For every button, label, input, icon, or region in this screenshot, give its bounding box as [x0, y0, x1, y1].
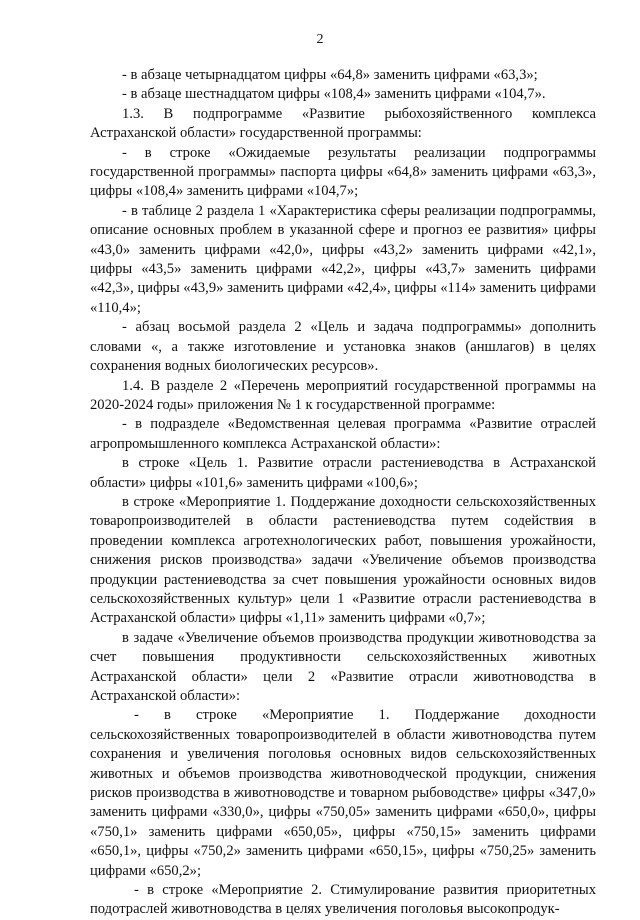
paragraph-7: 1.4. В разделе 2 «Перечень мероприятий государственной программы на 2020-2024 годы» приложения № 1 к государственной программе: — [90, 377, 596, 413]
paragraph-12: - в строке «Мероприятие 1. Поддержание доходности сельскохозяйственных товаропроизводителей в области животноводства путем сохранения и увеличения поголовья основных видов сельскохозяйственных животных и объемов производства животноводческой продукции, снижения рисков производства в животноводстве и товарном рыбоводстве» цифры «347,0» заменить цифрами «330,0», цифры «750,05» заменить цифрами «650,0», цифры «750,1» заменить цифрами «650,05», цифры «750,15» заменить цифрами «650,1», цифры «750,2» заменить цифрами «650,15», цифры «750,25» заменить цифрами «650,2»; — [90, 707, 596, 879]
paragraph-2: - в абзаце шестнадцатом цифры «108,4» заменить цифрами «104,7». — [122, 86, 546, 103]
paragraph-1: - в абзаце четырнадцатом цифры «64,8» заменить цифрами «63,3»; — [122, 67, 538, 83]
paragraph-10: в строке «Мероприятие 1. Поддержание доходности сельскохозяйственных товаропроизводителей в области растениеводства путем содействия в проведении комплекса агротехнологических работ, повышения урожайности, снижения рисков производства» задачи «Увеличение объемов производства продукции растениеводства за счет повышения урожайности основных видов сельскохозяйственных культур» цели 1 «Развитие отрасли растениеводства в Астраханской области» цифры «1,11» заменить цифрами «0,7»; — [90, 493, 596, 627]
paragraph-6: - абзац восьмой раздела 2 «Цель и задача подпрограммы» дополнить словами «, а также изготовление и установка знаков (аншлагов) в целях сохранения водных биологических ресурсов». — [90, 319, 596, 375]
paragraph-13: - в строке «Мероприятие 2. Стимулирование развития приоритетных подотраслей животноводства в целях увеличения поголовья высокопродук- — [90, 882, 596, 918]
paragraph-8: - в подразделе «Ведомственная целевая программа «Развитие отраслей агропромышленного комплекса Астраханской области»: — [90, 416, 596, 452]
paragraph-4: - в строке «Ожидаемые результаты реализации подпрограммы государственной программы» паспорта цифры «64,8» заменить цифрами «63,3», цифры «108,4» заменить цифрами «104,7»; — [90, 144, 596, 200]
document-body — [90, 66, 596, 920]
paragraph-5: - в таблице 2 раздела 1 «Характеристика сферы реализации подпрограммы, описание основных проблем в указанной сфере и прогноз ее развития» цифры «43,0» заменить цифрами «42,0», цифры «43,2» заменить цифрами «42,1», цифры «43,5» заменить цифрами «42,2», цифры «43,7» заменить цифрами «42,3», цифры «43,9» заменить цифрами «42,4», цифры «114» заменить цифрами «110,4»; — [90, 202, 596, 316]
paragraph-3: 1.3. В подпрограмме «Развитие рыбохозяйственного комплекса Астраханской области» государственной программы: — [90, 105, 596, 142]
page-number: 2 — [316, 32, 324, 47]
paragraph-9: в строке «Цель 1. Развитие отрасли растениеводства в Астраханской области» цифры «101,6» заменить цифрами «100,6»; — [90, 455, 596, 491]
paragraph-11: в задаче «Увеличение объемов производства продукции животноводства за счет повышения продуктивности сельскохозяйственных животных Астраханской области» цели 2 «Развитие отрасли животноводства в Астраханской области»: — [90, 629, 596, 704]
